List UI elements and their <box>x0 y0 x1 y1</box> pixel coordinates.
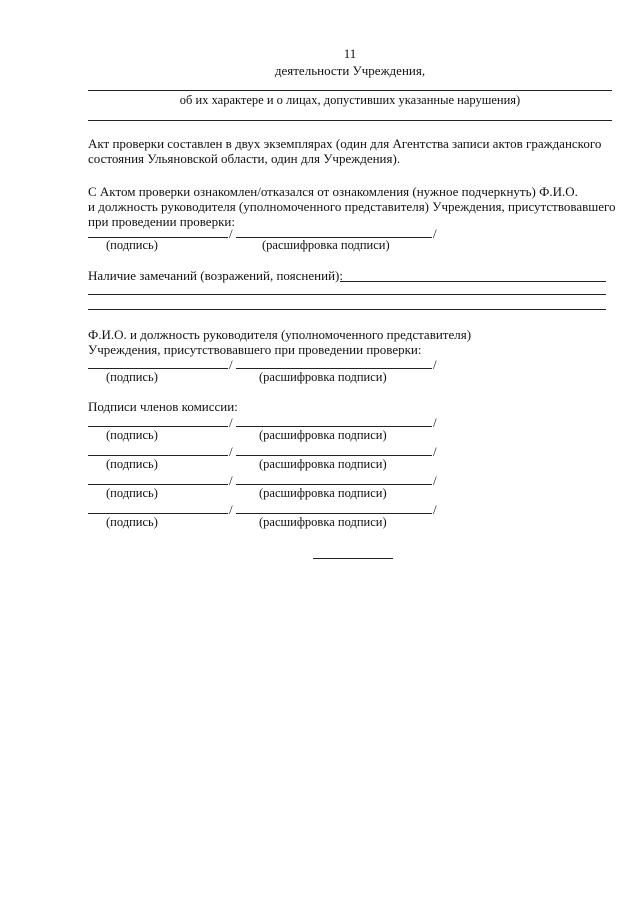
acquainted-paragraph-line1: С Актом проверки ознакомлен/отказался от ознакомления (нужное подчеркнуть) Ф.И.О. <box>88 184 578 199</box>
slash-separator: / <box>433 473 437 488</box>
slash-separator: / <box>229 502 233 517</box>
copies-paragraph-line1: Акт проверки составлен в двух экземплярах (один для Агентства записи актов гражданского <box>88 136 602 151</box>
acquainted-paragraph-line2: и должность руководителя (уполномоченного представителя) Учреждения, присутствовавшего <box>88 199 616 214</box>
slash-separator: / <box>433 444 437 459</box>
signature-decode-label: (расшифровка подписи) <box>259 428 387 442</box>
commission-label: Подписи членов комиссии: <box>88 399 238 414</box>
head-block-line2: Учреждения, присутствовавшего при проведении проверки: <box>88 342 422 357</box>
signature-line[interactable] <box>88 484 228 485</box>
signature-decode-label: (расшифровка подписи) <box>262 238 390 252</box>
signature-label: (подпись) <box>106 428 158 442</box>
signature-label: (подпись) <box>106 370 158 384</box>
signature-label: (подпись) <box>106 486 158 500</box>
signature-label: (подпись) <box>106 457 158 471</box>
signature-decode-label: (расшифровка подписи) <box>259 515 387 529</box>
signature-decode-line[interactable] <box>236 455 432 456</box>
slash-separator: / <box>229 444 233 459</box>
slash-separator: / <box>229 357 233 372</box>
signature-line[interactable] <box>88 513 228 514</box>
slash-separator: / <box>229 226 233 241</box>
rule-line-2 <box>88 120 612 121</box>
copies-paragraph-line2: состояния Ульяновской области, один для Учреждения). <box>88 151 401 166</box>
rule-line-1 <box>88 90 612 91</box>
signature-decode-label: (расшифровка подписи) <box>259 457 387 471</box>
slash-separator: / <box>433 357 437 372</box>
signature-decode-label: (расшифровка подписи) <box>259 486 387 500</box>
page-number: 11 <box>343 46 357 61</box>
slash-separator: / <box>229 473 233 488</box>
signature-label: (подпись) <box>106 515 158 529</box>
signature-decode-line[interactable] <box>236 484 432 485</box>
signature-label: (подпись) <box>106 238 158 252</box>
signature-decode-line[interactable] <box>236 368 432 369</box>
end-of-document-rule <box>313 558 393 559</box>
signature-line[interactable] <box>88 455 228 456</box>
slash-separator: / <box>433 415 437 430</box>
slash-separator: / <box>433 502 437 517</box>
slash-separator: / <box>433 226 437 241</box>
signature-decode-line[interactable] <box>236 426 432 427</box>
slash-separator: / <box>229 415 233 430</box>
remarks-line[interactable] <box>88 294 606 295</box>
signature-decode-line[interactable] <box>236 513 432 514</box>
violations-caption: об их характере и о лицах, допустивших указанные нарушения) <box>179 93 521 107</box>
signature-line[interactable] <box>88 368 228 369</box>
head-block-line1: Ф.И.О. и должность руководителя (уполномоченного представителя) <box>88 327 472 342</box>
signature-decode-label: (расшифровка подписи) <box>259 370 387 384</box>
remarks-line[interactable] <box>340 281 606 282</box>
remarks-line[interactable] <box>88 309 606 310</box>
signature-line[interactable] <box>88 426 228 427</box>
continuation-text: деятельности Учреждения, <box>274 63 426 78</box>
remarks-label: Наличие замечаний (возражений, пояснений): <box>88 268 343 283</box>
acquainted-paragraph-line3: при проведении проверки: <box>88 214 235 229</box>
